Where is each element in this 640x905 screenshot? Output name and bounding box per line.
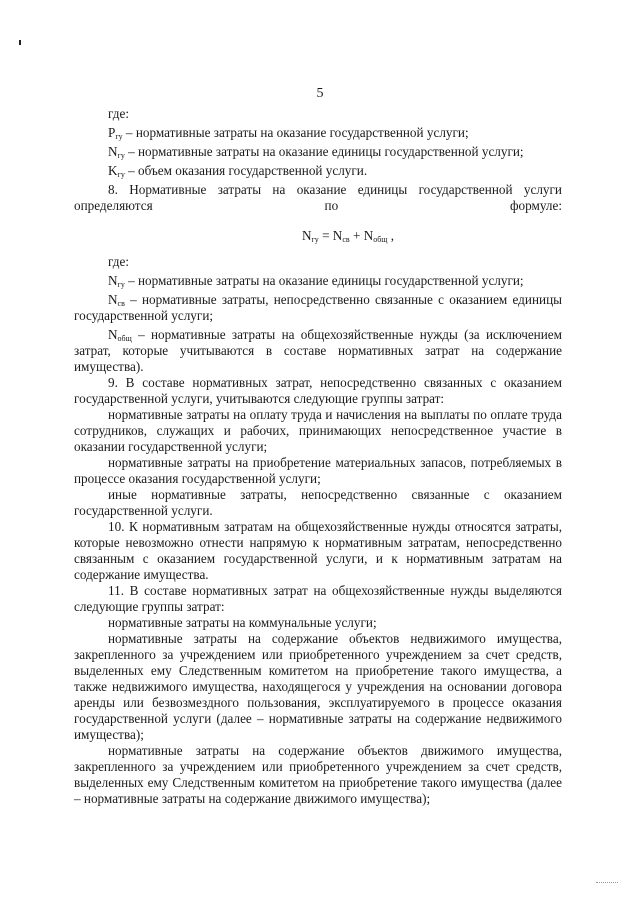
where-label-1: где: — [108, 106, 129, 121]
definition-symbol: N — [108, 292, 118, 307]
definition-text: – нормативные затраты на оказание государственной услуги; — [122, 125, 469, 140]
item-9-group-1: нормативные затраты на оплату труда и начисления на выплаты по оплате труда сотрудников, служащих и рабочих, принимающих непосредственное участие в оказании государственной услуги; — [74, 407, 562, 454]
definition-subscript: гу — [117, 151, 125, 160]
definition-k-gu — [74, 163, 562, 179]
definition-symbol: N — [108, 327, 118, 342]
definition-n-gu-2 — [74, 273, 562, 289]
item-9-paragraph: 9. В составе нормативных затрат, непосредственно связанных с оказанием государственной услуги, учитываются следующие группы затрат: — [74, 375, 562, 406]
formula-term-1: N — [332, 228, 343, 243]
item-11-group-2: нормативные затраты на содержание объектов недвижимого имущества, закрепленного за учреждением или приобретенного учреждением за счет средств, выделенных ему Следственным комитетом на приобретение такого имущества, а также недвижимого имущества, находящегося у учреждения на основании договора аренды или безвозмездного пользования, эксплуатируемого в процессе оказания государственной услуги (далее – нормативные затраты на содержание недвижимого имущества); — [74, 631, 562, 742]
formula-term-2: N — [363, 228, 374, 243]
definition-text: – нормативные затраты, непосредственно связанные с оказанием единицы государственной услуги; — [74, 292, 562, 323]
item-9-group-3: иные нормативные затраты, непосредственно связанные с оказанием государственной услуги. — [74, 487, 562, 518]
definition-n-gu — [74, 144, 562, 160]
where-label-2: где: — [108, 254, 129, 269]
page-number: 5 — [316, 86, 324, 101]
item-9-group-2: нормативные затраты на приобретение материальных запасов, потребляемых в процессе оказания государственной услуги; — [74, 455, 562, 486]
definition-text: – нормативные затраты на оказание единицы государственной услуги; — [124, 144, 524, 159]
item-11-group-1: нормативные затраты на коммунальные услуги; — [108, 615, 377, 630]
definition-symbol: K — [108, 163, 118, 178]
definition-subscript: общ — [117, 334, 132, 343]
formula-equals: = — [318, 228, 333, 243]
item-11-group-3: нормативные затраты на содержание объектов движимого имущества, закрепленного за учреждением или приобретенного учреждением за счет средств, выделенных ему Следственным комитетом на приобретение такого имущества (далее – нормативные затраты на содержание движимого имущества); — [74, 743, 562, 806]
definition-text: – объем оказания государственной услуги. — [124, 163, 368, 178]
definition-symbol: N — [108, 273, 118, 288]
scan-speck — [596, 882, 618, 884]
item-8-paragraph: 8. Нормативные затраты на оказание единицы государственной услуги определяются по формуле: — [74, 182, 562, 213]
definition-symbol: N — [108, 144, 118, 159]
definition-subscript: св — [117, 299, 125, 308]
definition-text: – нормативные затраты на оказание единицы государственной услуги; — [124, 273, 524, 288]
definition-symbol: P — [108, 125, 116, 140]
binding-mark — [19, 40, 21, 45]
definition-text: – нормативные затраты на общехозяйственные нужды (за исключением затрат, которые учитываются в составе нормативных затрат на содержание имущества). — [74, 327, 562, 374]
formula-lhs-sub: гу — [311, 235, 319, 244]
definition-subscript: гу — [115, 132, 123, 141]
formula-end: , — [387, 228, 395, 243]
definition-subscript: гу — [117, 280, 125, 289]
page-body — [74, 106, 562, 807]
definition-n-obsch — [74, 327, 562, 375]
definition-p-gu — [74, 125, 562, 141]
formula-lhs: N — [301, 228, 312, 243]
formula-term-1-sub: св — [342, 235, 350, 244]
formula-term-2-sub: общ — [373, 235, 388, 244]
item-11-paragraph: 11. В составе нормативных затрат на общехозяйственные нужды выделяются следующие группы затрат: — [74, 583, 562, 614]
definition-n-sv — [74, 292, 562, 324]
definition-subscript: гу — [117, 170, 125, 179]
formula — [74, 228, 562, 244]
item-10-paragraph: 10. К нормативным затратам на общехозяйственные нужды относятся затраты, которые невозможно отнести напрямую к нормативным затратам, непосредственно связанным с оказанием государственной услуги, и к нормативным затратам на содержание имущества. — [74, 519, 562, 582]
formula-plus: + — [349, 228, 364, 243]
